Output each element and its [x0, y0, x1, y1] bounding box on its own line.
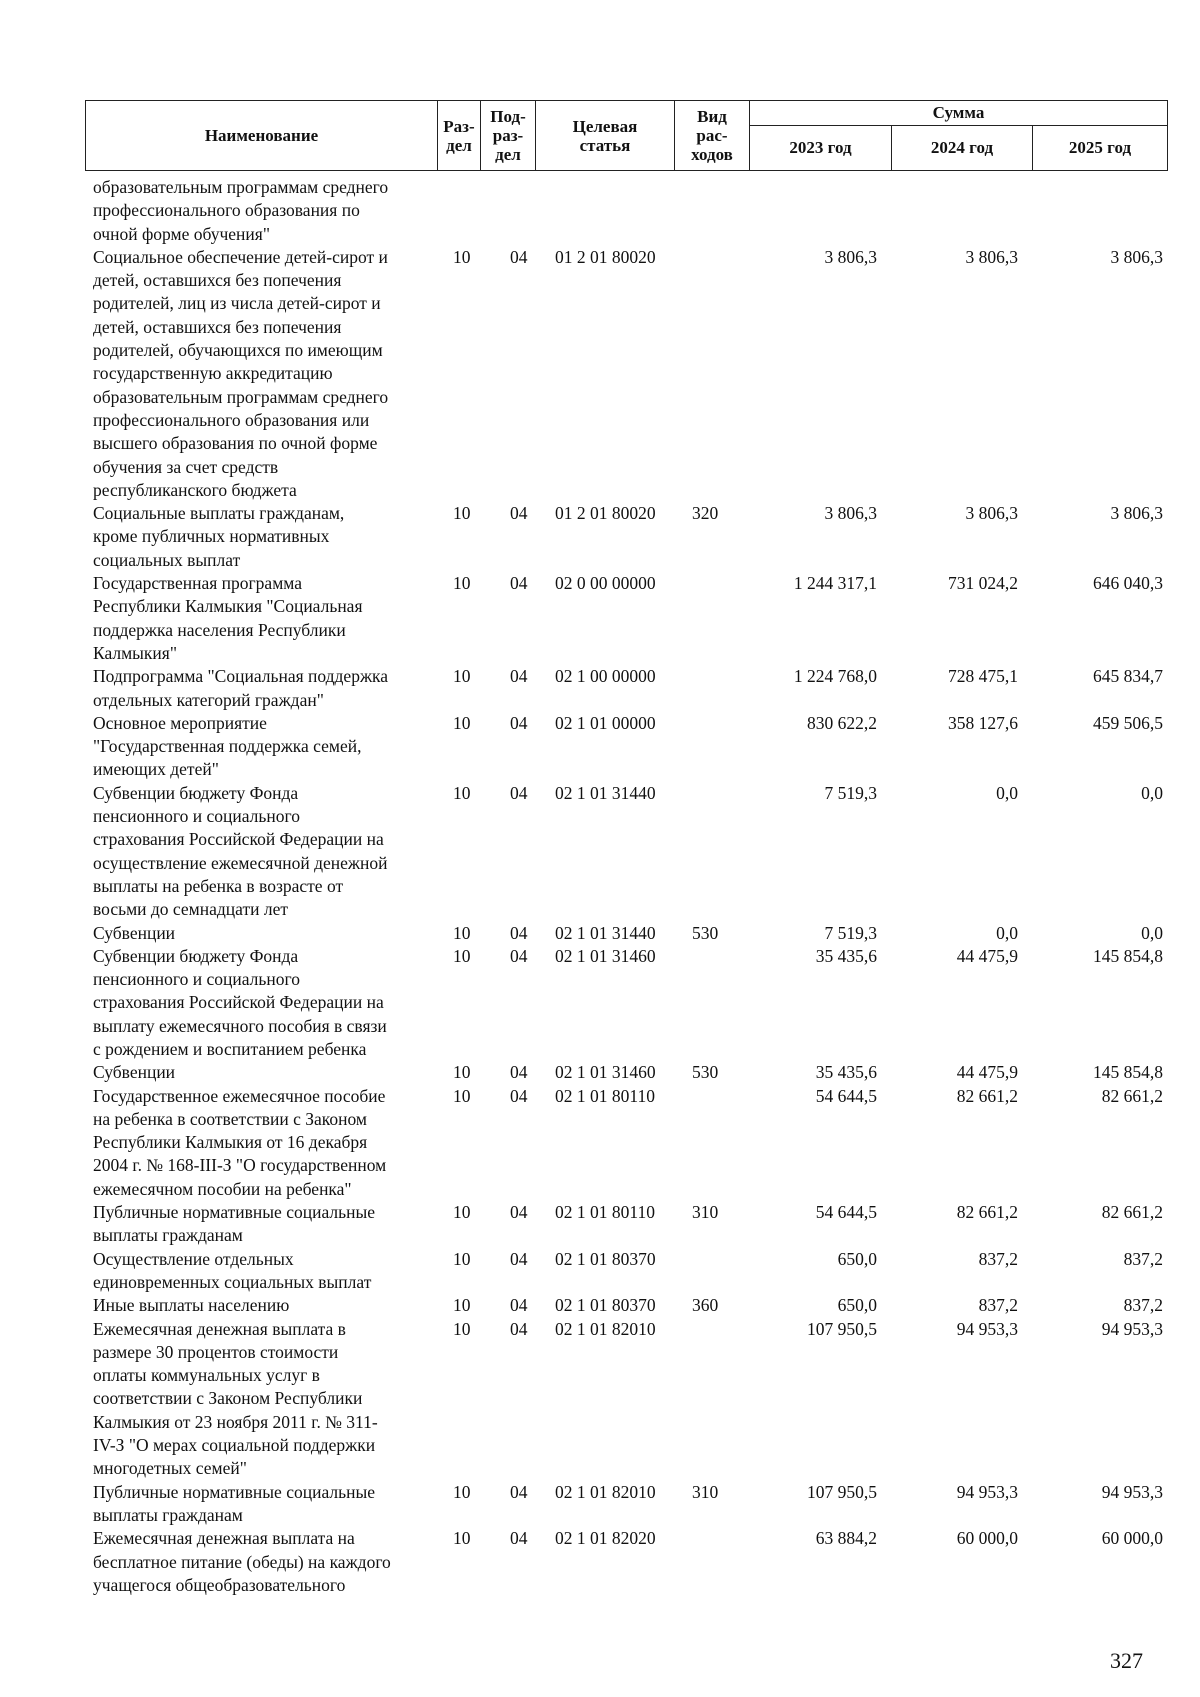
- row-podrazdel: 04: [510, 782, 528, 803]
- row-name: образовательным программам среднего профессионального образования по очной форме обучения": [93, 177, 389, 244]
- row-razdel: 10: [453, 1085, 471, 1106]
- row-name: Субвенции: [93, 922, 176, 943]
- row-article: 01 2 01 80020: [555, 246, 656, 267]
- row-y2023: 35 435,6: [815, 945, 877, 966]
- row-name: Публичные нормативные социальные выплаты гражданам: [93, 1481, 375, 1525]
- table-row: [0, 502, 1200, 572]
- row-y2025: 145 854,8: [1093, 945, 1163, 966]
- row-name: Социальное обеспечение детей-сирот и детей, оставшихся без попечения родителей, лиц из числа детей-сирот и детей, оставшихся без попечения родителей, обучающихся по имеющим государственную аккредитацию образовательным программам среднего профессионального образования или высшего образования по очной форме обучения за счет средств республиканского бюджета: [93, 246, 389, 500]
- row-article: 02 1 01 31440: [555, 922, 656, 943]
- row-name: Иные выплаты населению: [93, 1295, 290, 1316]
- row-y2025: 646 040,3: [1093, 573, 1163, 594]
- header-year-2024: 2024 год: [892, 126, 1033, 170]
- table-row: [0, 665, 1200, 712]
- row-podrazdel: 04: [510, 503, 528, 524]
- header-year-2025: 2025 год: [1068, 138, 1132, 157]
- row-y2025: 0,0: [1141, 922, 1163, 943]
- row-y2024: 3 806,3: [965, 503, 1018, 524]
- row-y2024: 731 024,2: [948, 573, 1018, 594]
- row-y2024: 44 475,9: [956, 945, 1018, 966]
- row-y2024: 60 000,0: [956, 1528, 1018, 1549]
- row-y2024: 82 661,2: [956, 1202, 1018, 1223]
- row-name: Субвенции бюджету Фонда пенсионного и социального страхования Российской Федерации на выплату ежемесячного пособия в связи с рождением и воспитанием ребенка: [93, 945, 387, 1059]
- row-name: Социальные выплаты гражданам, кроме публичных нормативных социальных выплат: [93, 503, 345, 570]
- row-article: 02 1 01 31440: [555, 782, 656, 803]
- row-vid: 320: [692, 503, 719, 524]
- row-article: 02 1 01 82020: [555, 1528, 656, 1549]
- header-article: Целевая статья: [536, 101, 675, 170]
- row-vid: 310: [692, 1202, 719, 1223]
- row-article: 02 1 01 31460: [555, 945, 656, 966]
- row-name: Государственное ежемесячное пособие на ребенка в соответствии с Законом Республики Калмыкия от 16 декабря 2004 г. № 168-III-З "О государственном ежемесячном пособии на ребенка": [93, 1085, 387, 1199]
- row-y2023: 830 622,2: [807, 712, 877, 733]
- row-razdel: 10: [453, 503, 471, 524]
- table-row: [0, 1201, 1200, 1248]
- row-razdel: 10: [453, 1202, 471, 1223]
- row-razdel: 10: [453, 246, 471, 267]
- row-razdel: 10: [453, 666, 471, 687]
- row-razdel: 10: [453, 1062, 471, 1083]
- row-podrazdel: 04: [510, 712, 528, 733]
- row-name: Ежемесячная денежная выплата на бесплатное питание (обеды) на каждого учащегося общеобразовательного: [93, 1528, 391, 1595]
- row-y2024: 3 806,3: [965, 246, 1018, 267]
- row-razdel: 10: [453, 712, 471, 733]
- header-podrazdel: Под- раз- дел: [481, 101, 536, 170]
- row-razdel: 10: [453, 945, 471, 966]
- row-y2025: 60 000,0: [1101, 1528, 1163, 1549]
- row-podrazdel: 04: [510, 1318, 528, 1339]
- table-row: [0, 922, 1200, 945]
- row-y2024: 94 953,3: [956, 1481, 1018, 1502]
- row-podrazdel: 04: [510, 1248, 528, 1269]
- table-row: [0, 712, 1200, 782]
- row-y2025: 94 953,3: [1101, 1481, 1163, 1502]
- row-y2025: 82 661,2: [1101, 1085, 1163, 1106]
- row-razdel: 10: [453, 1528, 471, 1549]
- header-name: Наименование: [86, 101, 438, 170]
- page-number: 327: [1110, 1648, 1143, 1673]
- row-y2025: 837,2: [1123, 1295, 1163, 1316]
- table-header: [85, 100, 1168, 171]
- row-y2023: 7 519,3: [824, 782, 877, 803]
- row-podrazdel: 04: [510, 1085, 528, 1106]
- header-vid: Вид рас- ходов: [675, 101, 750, 170]
- row-article: 02 1 00 00000: [555, 666, 656, 687]
- row-podrazdel: 04: [510, 922, 528, 943]
- row-y2023: 1 244 317,1: [793, 573, 877, 594]
- row-article: 02 0 00 00000: [555, 573, 656, 594]
- row-y2023: 3 806,3: [824, 503, 877, 524]
- row-y2025: 94 953,3: [1101, 1318, 1163, 1339]
- row-y2025: 82 661,2: [1101, 1202, 1163, 1223]
- header-year-2023: 2023 год: [750, 126, 892, 170]
- row-name: Осуществление отдельных единовременных социальных выплат: [93, 1248, 372, 1292]
- row-y2025: 3 806,3: [1110, 246, 1163, 267]
- row-y2024: 0,0: [996, 782, 1018, 803]
- table-row: [0, 1294, 1200, 1317]
- table-row: [0, 1481, 1200, 1528]
- row-podrazdel: 04: [510, 1481, 528, 1502]
- row-vid: 530: [692, 1062, 719, 1083]
- row-article: 02 1 01 82010: [555, 1481, 656, 1502]
- row-y2025: 837,2: [1123, 1248, 1163, 1269]
- row-podrazdel: 04: [510, 573, 528, 594]
- row-y2023: 63 884,2: [815, 1528, 877, 1549]
- row-name: Государственная программа Республики Калмыкия "Социальная поддержка населения Республики Калмыкия": [93, 573, 363, 663]
- table-row: [0, 1527, 1200, 1597]
- row-y2025: 3 806,3: [1110, 503, 1163, 524]
- row-podrazdel: 04: [510, 666, 528, 687]
- row-y2025: 0,0: [1141, 782, 1163, 803]
- row-razdel: 10: [453, 1481, 471, 1502]
- row-vid: 530: [692, 922, 719, 943]
- row-name: Подпрограмма "Социальная поддержка отдельных категорий граждан": [93, 666, 389, 710]
- row-article: 02 1 01 31460: [555, 1062, 656, 1083]
- row-y2025: 459 506,5: [1093, 712, 1163, 733]
- row-y2024: 94 953,3: [956, 1318, 1018, 1339]
- row-y2024: 728 475,1: [948, 666, 1018, 687]
- table-row: [0, 246, 1200, 502]
- table-row: [0, 1248, 1200, 1295]
- row-y2024: 44 475,9: [956, 1062, 1018, 1083]
- table-row: [0, 1061, 1200, 1084]
- row-razdel: 10: [453, 1318, 471, 1339]
- row-article: 02 1 01 80370: [555, 1248, 656, 1269]
- table-row: [0, 782, 1200, 922]
- row-article: 02 1 01 82010: [555, 1318, 656, 1339]
- row-podrazdel: 04: [510, 246, 528, 267]
- row-razdel: 10: [453, 1295, 471, 1316]
- header-sum: Сумма: [750, 101, 1167, 126]
- header-razdel: Раз- дел: [438, 101, 481, 170]
- row-name: Основное мероприятие "Государственная поддержка семей, имеющих детей": [93, 712, 362, 780]
- row-y2024: 0,0: [996, 922, 1018, 943]
- row-name: Публичные нормативные социальные выплаты гражданам: [93, 1202, 375, 1246]
- row-y2023: 54 644,5: [815, 1202, 877, 1223]
- row-y2024: 358 127,6: [948, 712, 1018, 733]
- table-row: [0, 1318, 1200, 1481]
- row-y2025: 645 834,7: [1093, 666, 1163, 687]
- row-y2023: 7 519,3: [824, 922, 877, 943]
- row-article: 02 1 01 00000: [555, 712, 656, 733]
- table-row: [0, 945, 1200, 1061]
- row-name: Субвенции бюджету Фонда пенсионного и социального страхования Российской Федерации на осуществление ежемесячной денежной выплаты на ребенка в возрасте от восьми до семнадцати лет: [93, 782, 388, 920]
- row-podrazdel: 04: [510, 1062, 528, 1083]
- row-y2023: 650,0: [837, 1248, 877, 1269]
- row-article: 02 1 01 80110: [555, 1085, 655, 1106]
- row-y2023: 1 224 768,0: [793, 666, 877, 687]
- row-y2023: 54 644,5: [815, 1085, 877, 1106]
- row-y2023: 650,0: [837, 1295, 877, 1316]
- row-podrazdel: 04: [510, 1528, 528, 1549]
- row-razdel: 10: [453, 922, 471, 943]
- row-y2023: 3 806,3: [824, 246, 877, 267]
- row-y2023: 107 950,5: [807, 1481, 877, 1502]
- row-razdel: 10: [453, 782, 471, 803]
- table-row: [0, 1085, 1200, 1201]
- row-razdel: 10: [453, 1248, 471, 1269]
- row-y2025: 145 854,8: [1093, 1062, 1163, 1083]
- row-vid: 310: [692, 1481, 719, 1502]
- table-row: [0, 176, 1200, 246]
- row-razdel: 10: [453, 573, 471, 594]
- row-podrazdel: 04: [510, 1202, 528, 1223]
- row-y2024: 837,2: [978, 1295, 1018, 1316]
- row-y2024: 82 661,2: [956, 1085, 1018, 1106]
- row-name: Ежемесячная денежная выплата в размере 30 процентов стоимости оплаты коммунальных услуг в соответствии с Законом Республики Калмыкия от 23 ноября 2011 г. № 311- IV-З "О мерах социальной поддержки многодетных семей": [93, 1318, 378, 1479]
- table-body: [0, 176, 1200, 1597]
- row-name: Субвенции: [93, 1062, 176, 1083]
- row-y2024: 837,2: [978, 1248, 1018, 1269]
- row-podrazdel: 04: [510, 1295, 528, 1316]
- row-article: 01 2 01 80020: [555, 503, 656, 524]
- row-y2023: 35 435,6: [815, 1062, 877, 1083]
- row-vid: 360: [692, 1295, 719, 1316]
- row-article: 02 1 01 80110: [555, 1202, 655, 1223]
- row-podrazdel: 04: [510, 945, 528, 966]
- row-article: 02 1 01 80370: [555, 1295, 656, 1316]
- row-y2023: 107 950,5: [807, 1318, 877, 1339]
- table-row: [0, 572, 1200, 665]
